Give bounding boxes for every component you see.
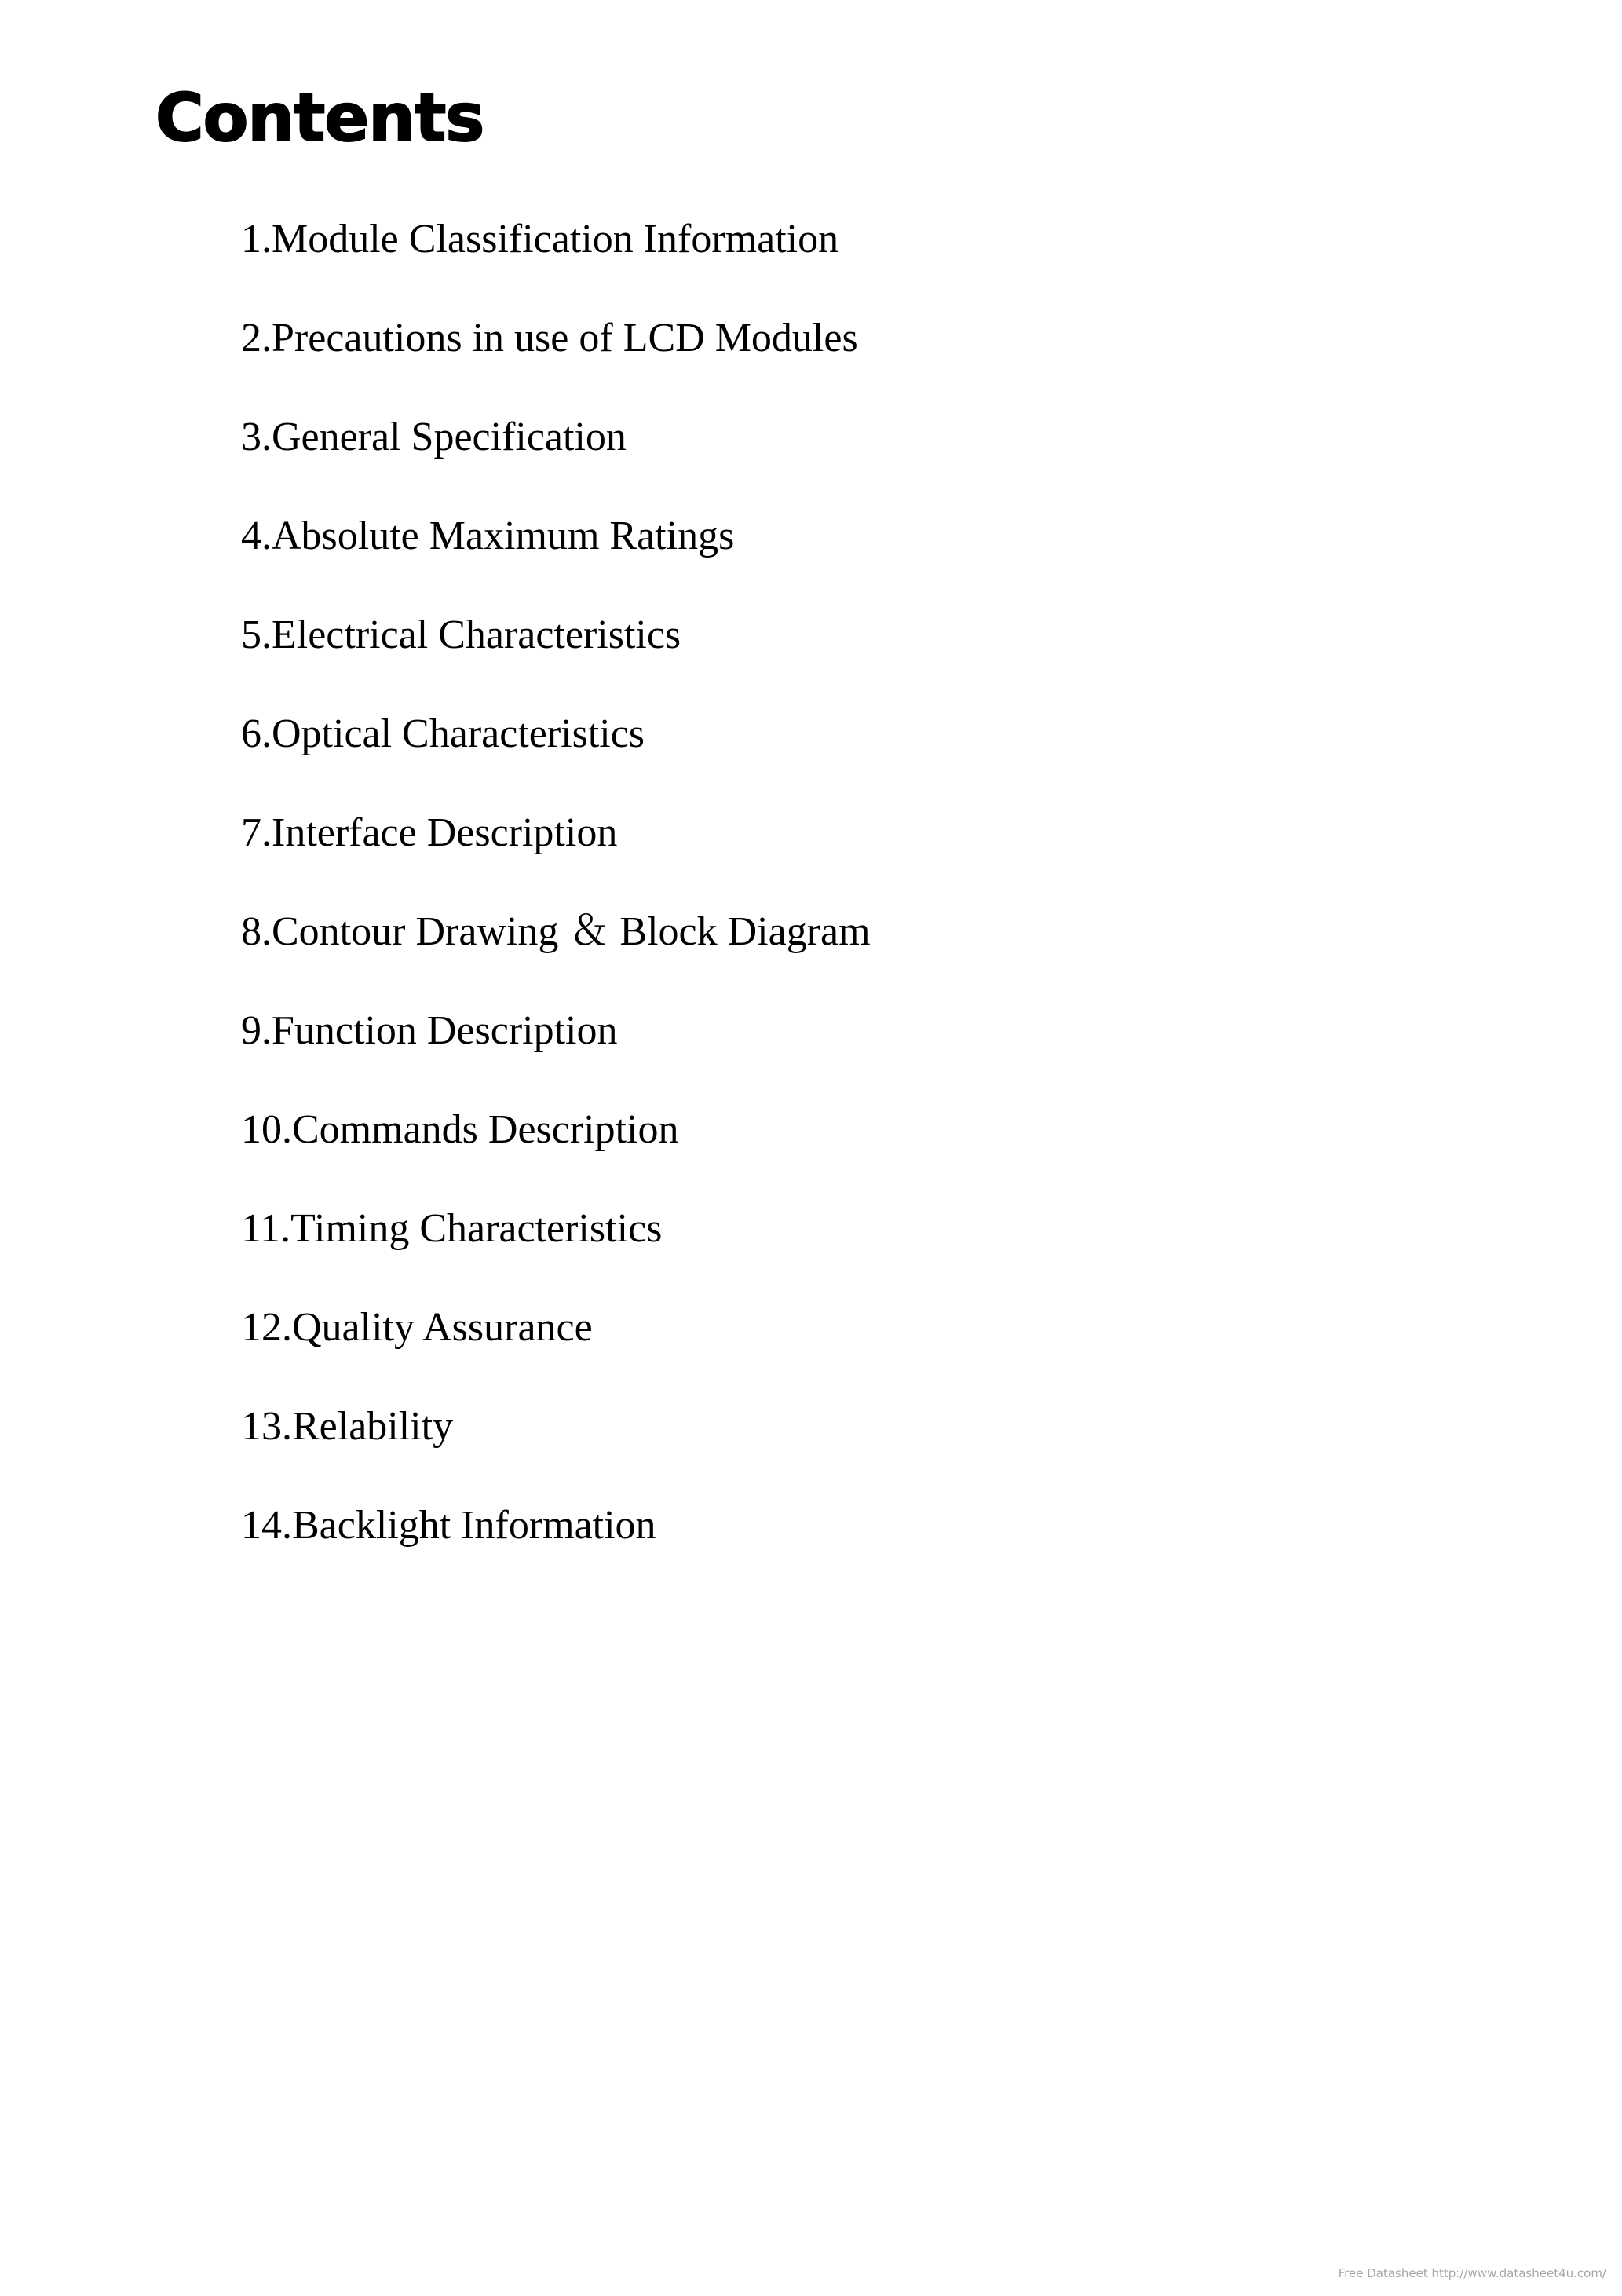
toc-item-5: 5.Electrical Characteristics <box>241 612 681 657</box>
toc-item-13: 13.Relability <box>241 1404 454 1449</box>
toc-item-9: 9.Function Description <box>241 1008 618 1053</box>
toc-item-3: 3.General Specification <box>241 415 627 459</box>
toc-item-6: 6.Optical Characteristics <box>241 711 645 756</box>
toc-item-2: 2.Precautions in use of LCD Modules <box>241 316 858 360</box>
toc-item-4: 4.Absolute Maximum Ratings <box>241 514 735 558</box>
toc-item-8: 8.Contour Drawing ＆ Block Diagram <box>241 909 871 954</box>
toc-item-11: 11.Timing Characteristics <box>241 1206 663 1251</box>
toc-item-7: 7.Interface Description <box>241 810 618 855</box>
table-of-contents <box>241 208 871 1593</box>
toc-item-14: 14.Backlight Information <box>241 1503 656 1548</box>
footer-watermark-text: Free Datasheet http://www.datasheet4u.com/ <box>1338 2266 1606 2280</box>
toc-item-12: 12.Quality Assurance <box>241 1305 593 1350</box>
toc-item-10: 10.Commands Description <box>241 1107 679 1152</box>
page-title: Contents <box>155 79 484 156</box>
toc-item-1: 1.Module Classification Information <box>241 217 839 261</box>
